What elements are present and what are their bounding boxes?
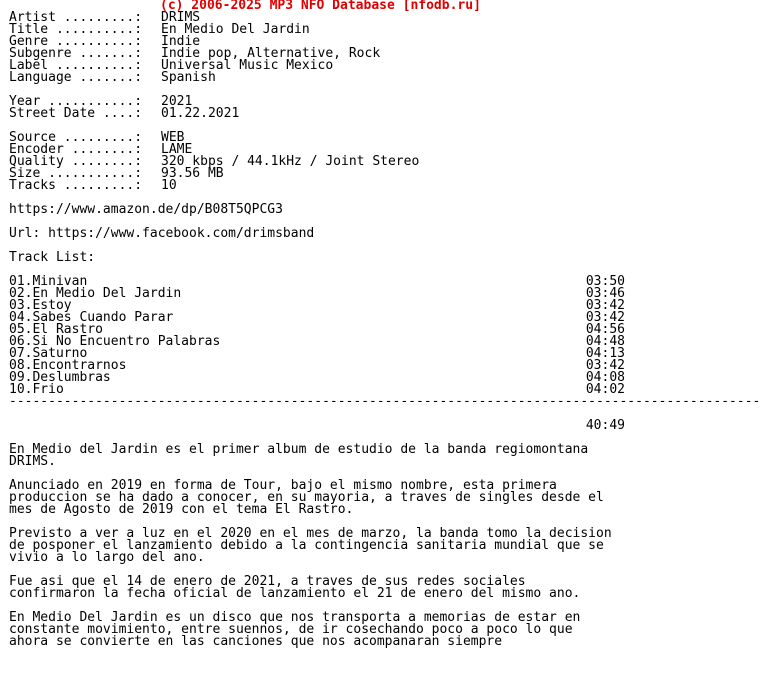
- description-paragraph: En Medio del Jardin es el primer album de estudio de la banda regiomontana DRIMS.: [9, 442, 589, 469]
- meta-year: Year ...........: 2021: [9, 94, 193, 109]
- meta-encoder: Encoder ........: LAME: [9, 142, 193, 157]
- genre-value: Indie: [161, 34, 201, 49]
- total-time: 40:49: [585, 418, 625, 433]
- track-row: [9, 288, 625, 300]
- track-time: 04:02: [585, 382, 625, 397]
- track-name: 02.En Medio Del Jardin: [9, 286, 182, 301]
- site-header: [9, 0, 699, 12]
- track-name: 03.Estoy: [9, 298, 72, 313]
- meta-title: Title ..........: En Medio Del Jardin: [9, 22, 310, 37]
- track-name: 07.Saturno: [9, 346, 88, 361]
- track-name: 09.Deslumbras: [9, 370, 111, 385]
- source-value: WEB: [161, 130, 185, 145]
- year-value: 2021: [161, 94, 193, 109]
- track-time: 03:50: [585, 274, 625, 289]
- subgenre-value: Indie pop, Alternative, Rock: [161, 46, 381, 61]
- track-time: 03:42: [585, 310, 625, 325]
- track-name: 10.Frio: [9, 382, 64, 397]
- tracklist-title: Track List:: [9, 250, 96, 265]
- track-name: 08.Encontrarnos: [9, 358, 127, 373]
- track-row: [9, 336, 625, 348]
- title-value: En Medio Del Jardin: [161, 22, 310, 37]
- meta-language: Language .......: Spanish: [9, 70, 216, 85]
- description-paragraph: En Medio Del Jardin es un disco que nos transporta a memorias de estar en constante movimiento, entre suennos, de ir cosechando poco a poco lo que ahora se convierte en las canciones que nos acompanaran siempre: [9, 610, 581, 649]
- track-time: 03:46: [585, 286, 625, 301]
- description-paragraph: Previsto a ver a luz en el 2020 en el mes de marzo, la banda tomo la decision de posponer el lanzamiento debido a la contingencia sanitaria mundial que se vivio a lo largo del ano.: [9, 526, 612, 565]
- header-copyright: (c) 2006-2025 MP3 NFO Database [nfodb.ru]: [160, 0, 481, 13]
- amazon-url: https://www.amazon.de/dp/B08T5QPCG3: [9, 202, 283, 217]
- track-time: 03:42: [585, 358, 625, 373]
- description-paragraph: Fue asi que el 14 de enero de 2021, a traves de sus redes sociales confirmaron la fecha oficial de lanzamiento el 21 de enero del mismo ano.: [9, 574, 581, 601]
- meta-artist: Artist .........: DRIMS: [9, 10, 201, 25]
- meta-tracks: Tracks .........: 10: [9, 178, 177, 193]
- tracks-value: 10: [161, 178, 177, 193]
- track-row: [9, 372, 625, 384]
- encoder-value: LAME: [161, 142, 193, 157]
- facebook-url: Url: https://www.facebook.com/drimsband: [9, 226, 315, 241]
- track-time: 04:56: [585, 322, 625, 337]
- track-time: 04:13: [585, 346, 625, 361]
- artist-value: DRIMS: [161, 10, 201, 25]
- meta-source: Source .........: WEB: [9, 130, 185, 145]
- track-time: 04:08: [585, 370, 625, 385]
- track-time: 03:42: [585, 298, 625, 313]
- meta-label: Label ..........: Universal Music Mexico: [9, 58, 334, 73]
- meta-size: Size ...........: 93.56 MB: [9, 166, 224, 181]
- label-value: Universal Music Mexico: [161, 58, 334, 73]
- street-date-value: 01.22.2021: [161, 106, 240, 121]
- track-name: 01.Minivan: [9, 274, 88, 289]
- size-value: 93.56 MB: [161, 166, 224, 181]
- quality-value: 320 kbps / 44.1kHz / Joint Stereo: [161, 154, 420, 169]
- track-name: 04.Sabes Cuando Parar: [9, 310, 174, 325]
- meta-quality: Quality ........: 320 kbps / 44.1kHz / Joint Stereo: [9, 154, 420, 169]
- track-name: 05.El Rastro: [9, 322, 103, 337]
- divider-line: ------------------------------------------------------------------------------------------------: [9, 394, 760, 409]
- language-value: Spanish: [161, 70, 216, 85]
- track-time: 04:48: [585, 334, 625, 349]
- meta-subgenre: Subgenre .......: Indie pop, Alternative, Rock: [9, 46, 381, 61]
- description-paragraph: Anunciado en 2019 en forma de Tour, bajo el mismo nombre, esta primera produccion se ha dado a conocer, en su mayoria, a traves de singles desde el mes de Agosto de 2019 con el tema El Rastro.: [9, 478, 604, 517]
- meta-street-date: Street Date ....: 01.22.2021: [9, 106, 240, 121]
- track-list: [9, 276, 699, 396]
- nfo-document: [9, 0, 760, 649]
- track-name: 06.Si No Encuentro Palabras: [9, 334, 221, 349]
- meta-genre: Genre ..........: Indie: [9, 34, 201, 49]
